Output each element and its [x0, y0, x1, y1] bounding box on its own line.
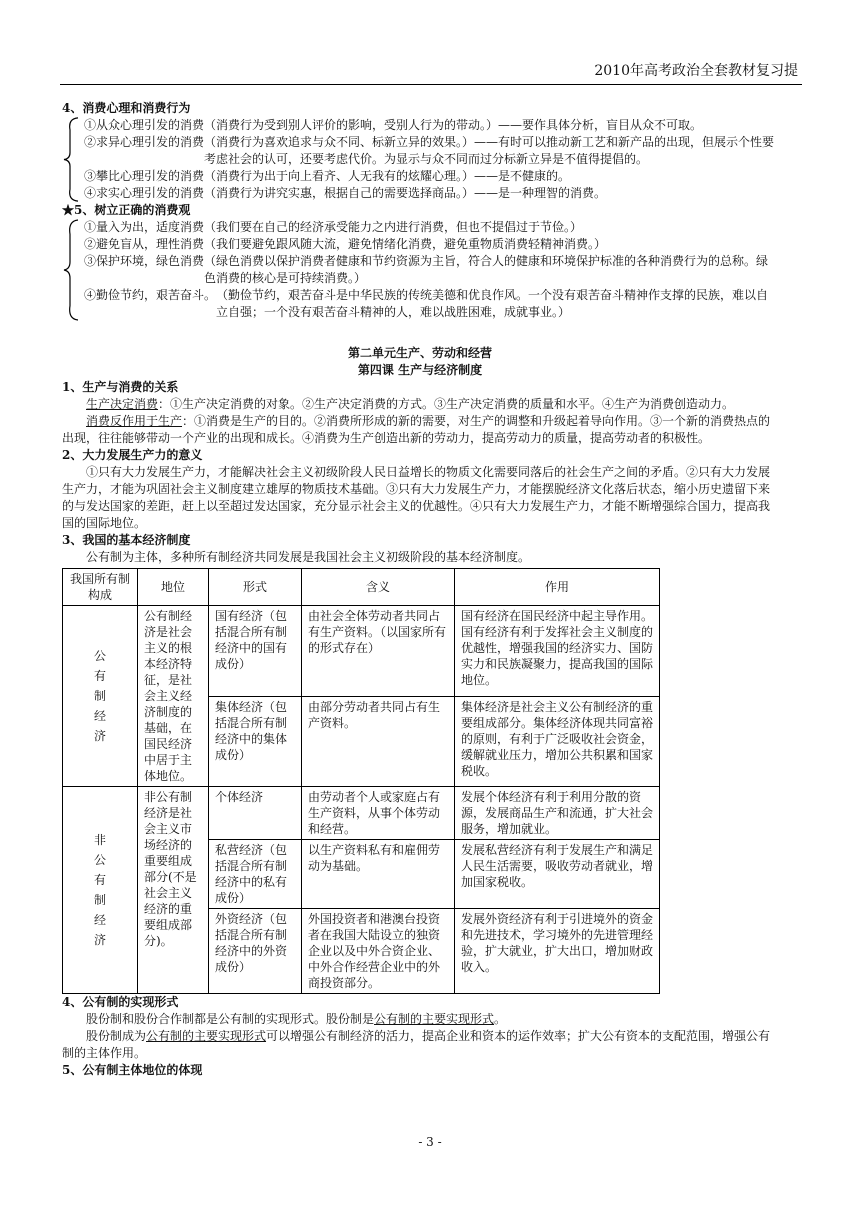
- form-cell: 个体经济: [209, 787, 302, 840]
- form-cell: 集体经济（包括混合所有制经济中的集体成份）: [209, 696, 302, 787]
- meaning-cell: 由社会全体劳动者共同占有生产资料。（以国家所有的形式存在）: [302, 606, 455, 697]
- column-header: 我国所有制构成: [63, 569, 138, 606]
- meaning-cell: 以生产资料私有和雇佣劳动为基础。: [302, 840, 455, 909]
- table-row: [63, 787, 660, 840]
- paragraph: 消费反作用于生产：①消费是生产的目的。②消费所形成的新的需要，对生产的调整和升级起着导向作用。③一个新的消费热点的出现，往往能够带动一个产业的出现和成长。④消费为生产创造出新的劳动力，提高劳动力的质量，提高劳动者的积极性。: [62, 414, 771, 445]
- paragraph: ①只有大力发展生产力，才能解决社会主义初级阶段人民日益增长的物质文化需要同落后的社会生产之间的矛盾。②只有大力发展生产力，才能为巩固社会主义制度建立雄厚的物质技术基础。③只有大力发展生产力，才能摆脱经济文化落后状态，缩小历史遗留下来的与发达国家的差距，赶上以至超过发达国家，充分显示社会主义的优越性。④只有大力发展生产力，才能不断增强综合国力，提高我国的国际地位。: [62, 465, 771, 530]
- form-cell: 国有经济（包括混合所有制经济中的国有成份）: [209, 606, 302, 697]
- list-item: ③保护环境，绿色消费 （绿色消费以保护消费者健康和节约资源为主旨，符合人的健康和环境保护标准的各种消费行为的总称。绿色消费的核心是可持续消费。）: [84, 254, 769, 285]
- status-cell: 公有制经济是社会主义的根本经济特征，是社会主义经济制度的基础，在国民经济中居于主体地位。: [138, 606, 209, 787]
- brace-icon: [62, 219, 82, 321]
- list-item: ①量入为出，适度消费 （我们要在自己的经济承受能力之内进行消费，但也不提倡过于节俭。）: [84, 220, 583, 234]
- section-heading: 1、生产与消费的关系: [62, 380, 179, 394]
- group-cell-nonpublic: 非 公 有 制 经 济: [63, 787, 138, 994]
- section-heading: ★5、树立正确的消费观: [62, 203, 191, 217]
- table-header-row: [63, 569, 660, 606]
- header-rule: [60, 84, 802, 85]
- section-heading: 3、我国的基本经济制度: [62, 533, 191, 547]
- meaning-cell: 外国投资者和港澳台投资者在我国大陆设立的独资企业以及中外合资企业、中外合作经营企业中的外商投资部分。: [302, 909, 455, 994]
- role-cell: 发展个体经济有利于利用分散的资源，发展商品生产和流通，扩大社会服务，增加就业。: [455, 787, 660, 840]
- lesson-title: 第四课 生产与经济制度: [357, 363, 483, 377]
- list-item: ③攀比心理引发的消费 （消费行为出于向上看齐、人无我有的炫耀心理。）——是不健康的。: [84, 169, 571, 183]
- section-heading: 5、公有制主体地位的体现: [62, 1063, 203, 1077]
- form-cell: 私营经济（包括混合所有制经济中的私有成份）: [209, 840, 302, 909]
- consumer-psychology-list: [62, 117, 778, 202]
- column-header: 含义: [302, 569, 455, 606]
- form-cell: 外资经济（包括混合所有制经济中的外资成份）: [209, 909, 302, 994]
- meaning-cell: 由劳动者个人或家庭占有生产资料，从事个体劳动和经营。: [302, 787, 455, 840]
- list-item: ④求实心理引发的消费 （消费行为讲究实惠，根据自己的需要选择商品。）——是一种理智的消费。: [84, 186, 607, 200]
- group-cell-public: 公 有 制 经 济: [63, 606, 138, 787]
- consumption-view-list: [62, 219, 778, 321]
- section-heading: 4、公有制的实现形式: [62, 995, 179, 1009]
- economic-system-table: [62, 568, 660, 994]
- list-item: ②避免盲从，理性消费 （我们要避免跟风随大流，避免情绪化消费，避免重物质消费轻精神消费。）: [84, 237, 607, 251]
- role-cell: 发展私营经济有利于发展生产和满足人民生活需要，吸收劳动者就业，增加国家税收。: [455, 840, 660, 909]
- column-header: 地位: [138, 569, 209, 606]
- paragraph: 生产决定消费：①生产决定消费的对象。②生产决定消费的方式。③生产决定消费的质量和水平。④生产为消费创造动力。: [86, 397, 735, 411]
- meaning-cell: 由部分劳动者共同占有生产资料。: [302, 696, 455, 787]
- page-body: [62, 100, 778, 1079]
- column-header: 形式: [209, 569, 302, 606]
- status-cell: 非公有制经济是社会主义市场经济的重要组成部分(不是社会主义经济的重要组成部分)。: [138, 787, 209, 994]
- running-header: 2010年高考政治全套教材复习提: [594, 63, 798, 79]
- unit-title: 第二单元生产、劳动和经营: [347, 346, 492, 360]
- role-cell: 国有经济在国民经济中起主导作用。国有经济有利于发挥社会主义制度的优越性，增强我国的经济实力、国防实力和民族凝聚力，提高我国的国际地位。: [455, 606, 660, 697]
- column-header: 作用: [455, 569, 660, 606]
- list-item: ②求异心理引发的消费 （消费行为喜欢追求与众不同、标新立异的效果。）——有时可以推动新工艺和新产品的出现，但展示个性要考虑社会的认可，还要考虑代价。为显示与众不同而过分标新立异是不值得提倡的。: [84, 135, 775, 166]
- section-heading: 4、消费心理和消费行为: [62, 101, 191, 115]
- page-number: - 3 -: [418, 1135, 442, 1149]
- role-cell: 集体经济是社会主义公有制经济的重要组成部分。集体经济体现共同富裕的原则，有利于广泛吸收社会资金，缓解就业压力，增加公共积累和国家税收。: [455, 696, 660, 787]
- table-row: [63, 606, 660, 697]
- section-heading: 2、大力发展生产力的意义: [62, 448, 203, 462]
- brace-icon: [62, 117, 82, 202]
- list-item: ④勤俭节约，艰苦奋斗。 （勤俭节约，艰苦奋斗是中华民族的传统美德和优良作风。一个没有艰苦奋斗精神作支撑的民族，难以自立自强；一个没有艰苦奋斗精神的人，难以战胜困难，成就事业。）: [84, 288, 769, 319]
- role-cell: 发展外资经济有利于引进境外的资金和先进技术，学习境外的先进管理经验，扩大就业，扩大出口，增加财政收入。: [455, 909, 660, 994]
- paragraph: 公有制为主体，多种所有制经济共同发展是我国社会主义初级阶段的基本经济制度。: [86, 550, 531, 564]
- paragraph: 股份制和股份合作制都是公有制的实现形式。股份制是公有制的主要实现形式。: [86, 1012, 507, 1026]
- list-item: ①从众心理引发的消费 （消费行为受到别人评价的影响，受别人行为的带动。）——要作具体分析，盲目从众不可取。: [84, 118, 703, 132]
- paragraph: 股份制成为公有制的主要实现形式可以增强公有制经济的活力，提高企业和资本的运作效率；扩大公有资本的支配范围，增强公有制的主体作用。: [62, 1029, 771, 1060]
